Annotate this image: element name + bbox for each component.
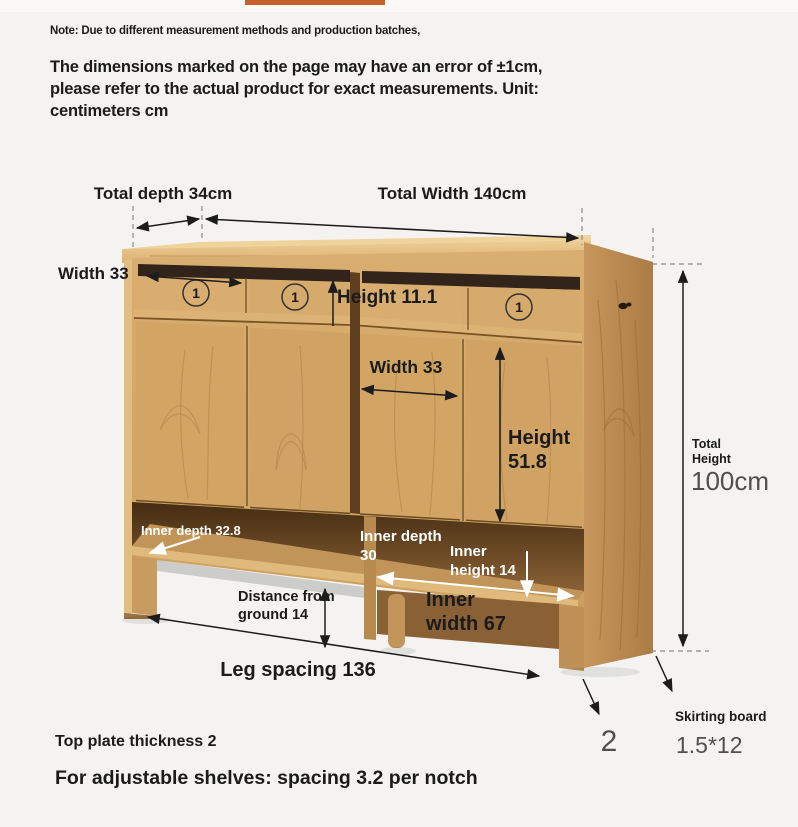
note-paragraph-line2: please refer to the actual product for exact measurements. Unit: [50,80,539,98]
door-1 [136,321,244,507]
floor-shadow [122,616,170,624]
drawer-height-label: Height 11.1 [337,287,438,308]
inner-depth-mid-label-line1: Inner depth [360,528,442,545]
leg-thickness-value: 2 [600,725,618,758]
total-height-label-line1: Total [692,437,721,451]
floor-shadow [380,647,416,655]
ground-distance-label-line2: ground 14 [238,607,309,623]
right-leg [559,604,584,671]
adjustable-shelves-label: For adjustable shelves: spacing 3.2 per notch [55,767,478,789]
floor-shadow [560,667,640,677]
total-height-value: 100cm [691,466,770,496]
total-height-label-line2: Height [692,452,731,466]
badge-number: 1 [291,289,299,305]
ground-distance-label-line1: Distance from [238,589,335,605]
inner-height-label-line2: height 14 [450,562,516,579]
inner-depth-left-label: Inner depth 32.8 [141,523,241,538]
door-2 [250,328,350,514]
drawer-width-label: Width 33 [58,264,129,283]
top-strip [0,0,798,12]
inner-width-label-line1: Inner [426,589,475,611]
door-height-label-line1: Height [508,427,571,449]
note-line: Note: Due to different measurement methods and production batches, [50,25,421,37]
note-paragraph-line1: The dimensions marked on the page may have an error of ±1cm, [50,58,543,76]
total-depth-label: Total depth 34cm [93,184,233,203]
center-divider-gap [350,272,360,514]
note-paragraph-line3: centimeters cm [50,102,169,120]
skirting-label: Skirting board [675,709,767,724]
left-leg [132,556,157,616]
leg-spacing-label: Leg spacing 136 [220,659,376,681]
door-height-label-line2: 51.8 [508,451,547,473]
inner-height-label-line1: Inner [450,543,487,560]
top-plate-label: Top plate thickness 2 [55,733,217,750]
inner-width-label-line2: width 67 [426,613,507,635]
inner-depth-mid-label-line2: 30 [360,547,377,564]
center-leg [388,594,405,648]
door-width-label: Width 33 [369,357,443,377]
badge-number: 1 [192,285,200,301]
cabinet-left-edge [124,258,132,618]
accent-bar [245,0,385,5]
skirting-value: 1.5*12 [676,732,743,758]
total-width-label: Total Width 140cm [377,184,527,203]
drawer-4 [468,287,580,333]
badge-number: 1 [515,299,523,315]
